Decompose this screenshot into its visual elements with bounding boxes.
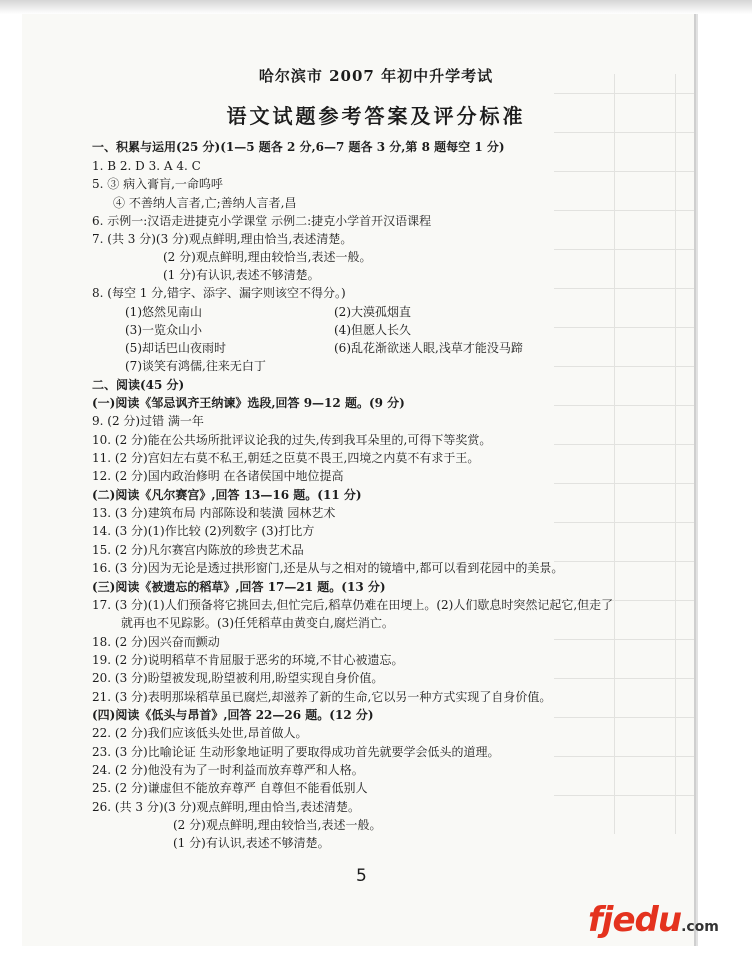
answer-line: (2 分)观点鲜明,理由较恰当,表述一般。	[173, 818, 382, 832]
exam-title: 哈尔滨市 2007 年初中升学考试	[258, 67, 494, 85]
answer-line: 12. (2 分)国内政治修明 在各诸侯国中地位提高	[92, 469, 344, 483]
answer-line: 1. B 2. D 3. A 4. C	[92, 159, 201, 173]
answer-line: 25. (2 分)谦虚但不能放弃尊严 自尊但不能看低别人	[92, 781, 368, 795]
answer-line: 24. (2 分)他没有为了一时利益而放弃尊严和人格。	[92, 763, 364, 777]
answer-line: 10. (2 分)能在公共场所批评议论我的过失,传到我耳朵里的,可得下等奖赏。	[92, 433, 492, 447]
answer-line: (6)乱花渐欲迷人眼,浅草才能没马蹄	[334, 341, 523, 355]
answer-line: 6. 示例一:汉语走进捷克小学课堂 示例二:捷克小学首开汉语课程	[92, 214, 432, 228]
show-through-bleed	[554, 74, 694, 834]
answer-line: 18. (2 分)因兴奋而颤动	[92, 635, 220, 649]
page-number: 5	[356, 866, 367, 886]
answer-line: (1)悠然见南山	[125, 305, 202, 319]
answer-line: 22. (2 分)我们应该低头处世,昂首做人。	[92, 726, 308, 740]
answer-line: 15. (2 分)凡尔赛宫内陈放的珍贵艺术品	[92, 543, 304, 557]
answer-line: 17. (3 分)(1)人们预备将它挑回去,但忙完后,稻草仍难在田埂上。(2)人们歇息时突然记起它,但走了	[92, 598, 614, 612]
answer-line: 7. (共 3 分)(3 分)观点鲜明,理由恰当,表述清楚。	[92, 232, 353, 246]
answer-line: 21. (3 分)表明那垛稻草虽已腐烂,却滋养了新的生命,它以另一种方式实现了自身价值。	[92, 690, 552, 704]
answer-line: 5. ③ 病入膏肓,一命呜呼	[92, 177, 223, 191]
answer-line: (2 分)观点鲜明,理由较恰当,表述一般。	[163, 250, 372, 264]
answer-line: (7)谈笑有鸿儒,往来无白丁	[125, 359, 266, 373]
answer-line: 20. (3 分)盼望被发现,盼望被利用,盼望实现自身价值。	[92, 671, 384, 685]
answer-line: (5)却话巴山夜雨时	[125, 341, 226, 355]
answer-line: 16. (3 分)因为无论是透过拱形窗门,还是从与之相对的镜墙中,都可以看到花园中的美景。	[92, 561, 564, 575]
answer-line: (3)一览众山小	[125, 323, 202, 337]
section-heading: 二、阅读(45 分)	[92, 378, 185, 392]
answer-line: 就再也不见踪影。(3)任凭稻草由黄变白,腐烂消亡。	[121, 616, 394, 630]
answer-line: ④ 不善纳人言者,亡;善纳人言者,昌	[113, 196, 297, 210]
scan-top-edge	[0, 0, 752, 14]
answer-line: 19. (2 分)说明稻草不肯屈服于恶劣的环境,不甘心被遗忘。	[92, 653, 404, 667]
subsection-heading: (三)阅读《被遗忘的稻草》,回答 17—21 题。(13 分)	[92, 580, 386, 594]
answer-line: 26. (共 3 分)(3 分)观点鲜明,理由恰当,表述清楚。	[92, 800, 360, 814]
answer-line: (1 分)有认识,表述不够清楚。	[173, 836, 330, 850]
answer-line: (2)大漠孤烟直	[334, 305, 411, 319]
section-heading: 一、积累与运用(25 分)(1—5 题各 2 分,6—7 题各 3 分,第 8 题每空 1 分)	[92, 140, 505, 154]
answer-line: (1 分)有认识,表述不够清楚。	[163, 268, 320, 282]
fjedu-watermark-logo: fjedu.com	[588, 900, 719, 940]
answer-line: (4)但愿人长久	[334, 323, 411, 337]
answer-line: 14. (3 分)(1)作比较 (2)列数字 (3)打比方	[92, 524, 315, 538]
subsection-heading: (四)阅读《低头与昂首》,回答 22—26 题。(12 分)	[92, 708, 374, 722]
answer-line: 13. (3 分)建筑布局 内部陈设和装潢 园林艺术	[92, 506, 336, 520]
answer-line: 23. (3 分)比喻论证 生动形象地证明了要取得成功首先就要学会低头的道理。	[92, 745, 500, 759]
answer-line: 11. (2 分)宫妇左右莫不私王,朝廷之臣莫不畏王,四境之内莫不有求于王。	[92, 451, 480, 465]
answer-key-title: 语文试题参考答案及评分标准	[226, 104, 526, 128]
answer-line: 9. (2 分)过错 满一年	[92, 414, 204, 428]
subsection-heading: (一)阅读《邹忌讽齐王纳谏》选段,回答 9—12 题。(9 分)	[92, 396, 405, 410]
subsection-heading: (二)阅读《凡尔赛宫》,回答 13—16 题。(11 分)	[92, 488, 362, 502]
answer-line: 8. (每空 1 分,错字、添字、漏字则该空不得分。)	[92, 286, 346, 300]
